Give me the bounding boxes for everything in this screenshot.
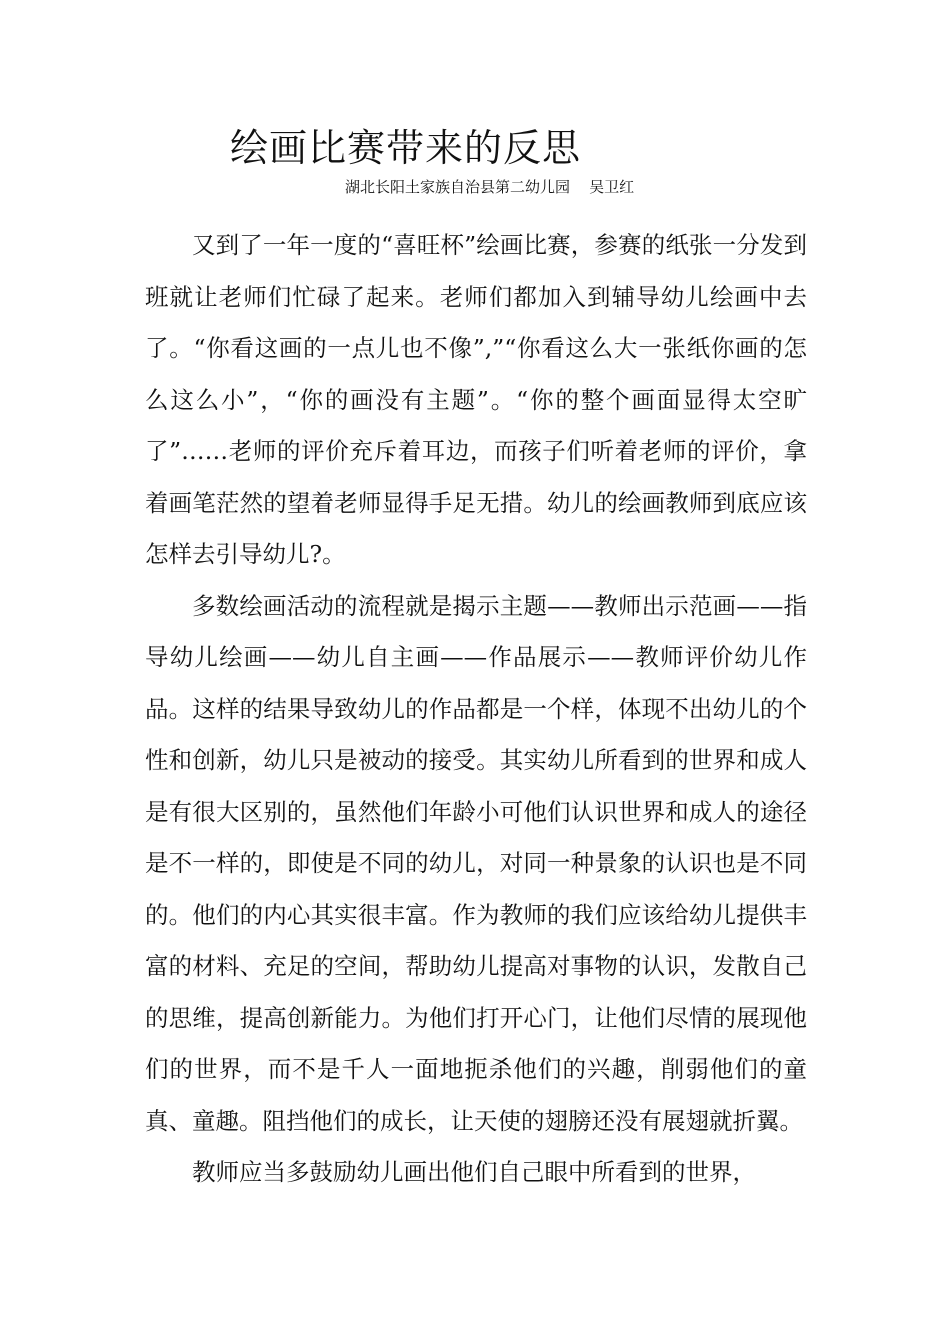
author-line: 湖北长阳土家族自治县第二幼儿园 吴卫红: [345, 178, 635, 196]
paragraph-2: 多数绘画活动的流程就是揭示主题——教师出示范画——指导幼儿绘画——幼儿自主画——作品展示——教师评价幼儿作品。这样的结果导致幼儿的作品都是一个样，体现不出幼儿的个性和创新，幼儿只是被动的接受。其实幼儿所看到的世界和成人是有很大区别的，虽然他们年龄小可他们认识世界和成人的途径是不一样的，即使是不同的幼儿，对同一种景象的认识也是不同的。他们的内心其实很丰富。作为教师的我们应该给幼儿提供丰富的材料、充足的空间，帮助幼儿提高对事物的认识，发散自己的思维，提高创新能力。为他们打开心门，让他们尽情的展现他们的世界，而不是千人一面地扼杀他们的兴趣，削弱他们的童真、童趣。阻挡他们的成长，让天使的翅膀还没有展翅就折翼。: [145, 591, 807, 1135]
paragraph-1: 又到了一年一度的“喜旺杯”绘画比赛，参赛的纸张一分发到班就让老师们忙碌了起来。老师们都加入到辅导幼儿绘画中去了。“你看这画的一点儿也不像”,”“你看这么大一张纸你画的怎么这么小”，“你的画没有主题”。“你的整个画面显得太空旷了”……老师的评价充斥着耳边，而孩子们听着老师的评价，拿着画笔茫然的望着老师显得手足无措。幼儿的绘画教师到底应该怎样去引导幼儿?。: [145, 231, 807, 568]
document-body: [145, 220, 807, 1199]
paragraph-3: 教师应当多鼓励幼儿画出他们自己眼中所看到的世界，: [192, 1158, 756, 1186]
document-title: 绘画比赛带来的反思: [230, 126, 582, 170]
